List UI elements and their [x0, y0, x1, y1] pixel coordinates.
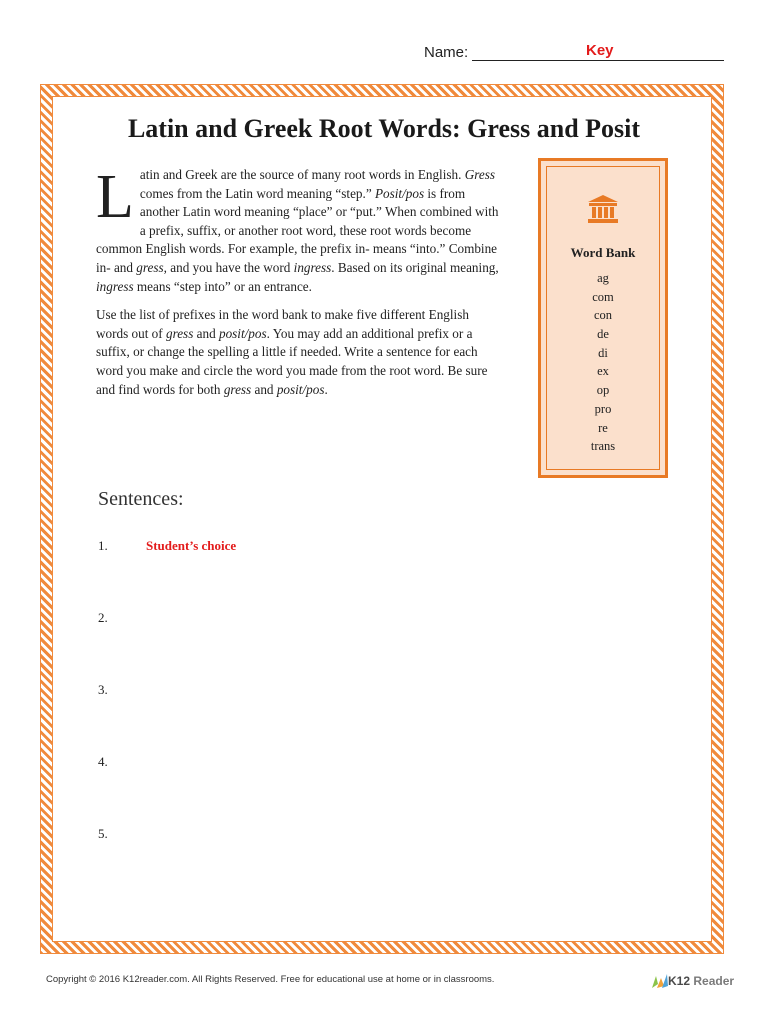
intro-text-run: . You may add an additional prefix or a suffix, or change the spelling a little if needed. Write a sentence for each word you make and circle the word you made from the root word. Be sure and find words for both [96, 325, 488, 397]
word-bank-item: di [598, 345, 608, 360]
intro-text-run: atin and Greek are the source of many root words in English. [139, 167, 465, 182]
temple-icon [586, 193, 620, 225]
word-bank-item: de [597, 327, 609, 342]
word-bank-item: pro [594, 401, 612, 416]
word-bank-item: ex [597, 364, 609, 379]
sentence-row[interactable] [98, 538, 236, 554]
intro-text-run: Use the list of prefixes in the word bank to make five different English words out of [96, 307, 469, 341]
intro-text-run: posit/pos [218, 325, 267, 341]
logo-reader: Reader [693, 974, 735, 988]
word-bank-item: ag [597, 271, 609, 285]
sentence-number: 5. [98, 826, 108, 841]
sentence-number: 3. [98, 682, 108, 697]
intro-text-run: gress [136, 259, 164, 275]
copyright-footer: Copyright © 2016 K12reader.com. All Rights Reserved. Free for educational use at home or in classrooms. [46, 974, 495, 985]
intro-text [96, 163, 502, 409]
intro-text-run: comes from the Latin word meaning “step.” [139, 185, 375, 201]
intro-text-run: ingress [293, 259, 332, 275]
word-bank-list [541, 269, 665, 456]
intro-paragraph-1 [96, 163, 502, 296]
word-bank [538, 158, 668, 478]
intro-text-run: , and you have the word [163, 259, 294, 275]
intro-text-run: is from another Latin word meaning “place” or “put.” When combined with a prefix, suffix, or another root word, these root words become common English words. For example, the prefix in- means “into.” Combine in- and [96, 185, 499, 275]
sentence-number: 1. [98, 538, 108, 553]
sentence-row[interactable] [98, 754, 146, 770]
word-bank-title: Word Bank [570, 245, 636, 260]
k12reader-logo-text [668, 974, 734, 988]
sentence-row[interactable] [98, 682, 146, 698]
intro-text-run: means “step into” or an entrance. [133, 278, 312, 294]
drop-cap: L [96, 163, 134, 231]
intro-text-run: . [324, 381, 328, 397]
intro-paragraph-1-text [96, 163, 499, 294]
intro-text-run: Gress [464, 167, 496, 182]
intro-text-run: . Based on its original meaning, [331, 259, 499, 275]
word-bank-item: op [596, 383, 610, 398]
intro-text-run: gress [165, 325, 194, 341]
intro-text-run: Posit/pos [374, 185, 425, 201]
name-label: Name: [424, 44, 469, 61]
sentence-answer: Student’s choice [146, 538, 237, 553]
sentence-row[interactable] [98, 826, 146, 842]
word-bank-item: trans [590, 439, 616, 454]
intro-text-run: gress [223, 381, 252, 397]
sentence-number: 4. [98, 754, 108, 769]
page-title: Latin and Greek Root Words: Gress and Posit [127, 114, 641, 143]
logo-k12: K12 [668, 974, 691, 988]
sentence-number: 2. [98, 610, 108, 625]
intro-paragraph-2 [96, 306, 502, 399]
sentences-heading: Sentences: [98, 488, 184, 510]
intro-text-run: posit/pos [276, 381, 325, 397]
word-bank-item: com [592, 289, 614, 304]
word-bank-item: re [598, 420, 608, 435]
intro-text-run: ingress [96, 278, 134, 294]
intro-paragraph-2-text [96, 307, 487, 396]
name-value: Key [586, 42, 614, 59]
sentence-row[interactable] [98, 610, 146, 626]
word-bank-item: con [593, 308, 613, 323]
name-field[interactable] [424, 42, 724, 64]
name-line [472, 60, 724, 61]
intro-text-run: and [193, 325, 219, 341]
intro-text-run: and [251, 381, 277, 397]
